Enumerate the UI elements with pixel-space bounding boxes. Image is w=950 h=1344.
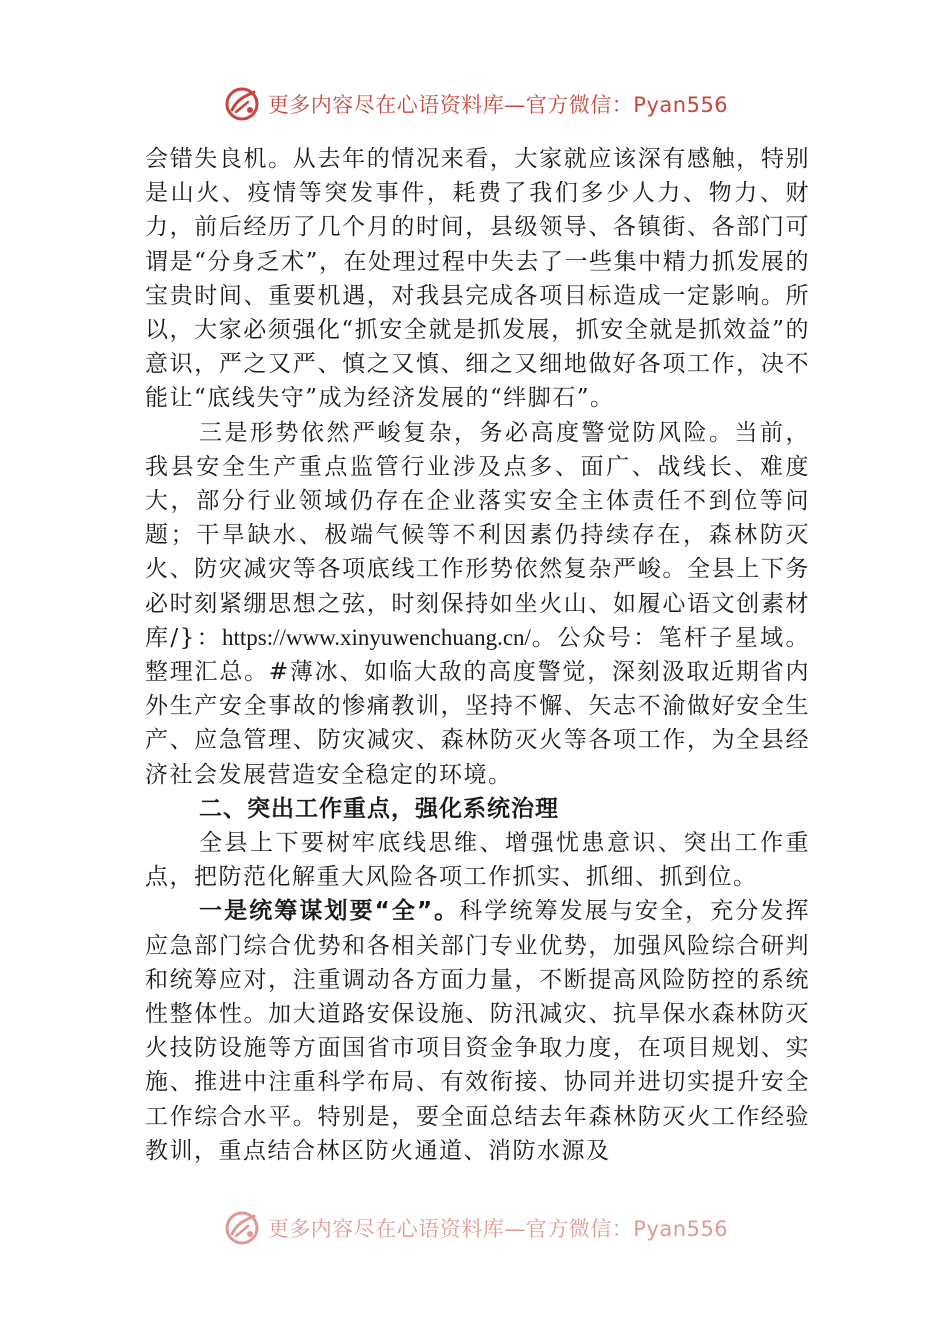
paragraph-4-body: 科学统筹发展与安全，充分发挥应急部门综合优势和各相关部门专业优势，加强风险综合研判和统筹应对，注重调动各方面力量，不断提高风险防控的系统性整体性。加大道路安保设施、防汛减灾、抗旱保水森林防灭火技防设施等方面国省市项目资金争取力度，在项目规划、实施、推进中注重科学布局、有效衔接、协同并进切实提升安全工作综合水平。特别是，要全面总结去年森林防灭火工作经验教训，重点结合林区防火通道、消防水源及 [145,898,811,1164]
section-heading-2: 二、突出工作重点，强化系统治理 [199,795,559,822]
watermark-text-bottom: 更多内容尽在心语资料库—官方微信：Pyan556 [267,1217,729,1241]
watermark-banner-bottom [0,1206,950,1250]
logo-icon [222,1208,262,1248]
logo-icon [222,84,262,124]
paragraph-3: 全县上下要树牢底线思维、增强忧患意识、突出工作重点，把防范化解重大风险各项工作抓实、抓细、抓到位。 [145,830,810,891]
paragraph-4 [145,894,810,1168]
watermark-banner-top [0,82,950,126]
paragraph-4-lead: 一是统筹谋划要“全”。 [199,898,460,925]
paragraph-2-text-b: 。公众号：笔杆子星域。整理汇总。#薄冰、如临大敌的高度警觉，深刻汲取近期省内外生产安全事故的惨痛教训，坚持不懈、矢志不渝做好安全生产、应急管理、防灾减灾、森林防灭火等各项工作，为全县经济社会发展营造安全稳定的环境。 [145,624,810,788]
paragraph-2 [145,416,810,792]
website-url: https://www.xinyuwenchuang.cn/ [221,624,531,650]
paragraph-1: 会错失良机。从去年的情况来看，大家就应该深有感触，特别是山火、疫情等突发事件，耗费了我们多少人力、物力、财力，前后经历了几个月的时间，县级领导、各镇街、各部门可谓是“分身乏术”，在处理过程中失去了一些集中精力抓发展的宝贵时间、重要机遇，对我县完成各项目标造成一定影响。所以，大家必须强化“抓安全就是抓发展，抓安全就是抓效益”的意识，严之又严、慎之又慎、细之又细地做好各项工作，决不能让“底线失守”成为经济发展的“绊脚石”。 [145,146,810,412]
paragraph-2-text-a: 三是形势依然严峻复杂，务必高度警觉防风险。当前，我县安全生产重点监管行业涉及点多、面广、战线长、难度大，部分行业领域仍存在企业落实安全主体责任不到位等问题；干旱缺水、极端气候等不利因素仍持续存在，森林防灭火、防灾减灾等各项底线工作形势依然复杂严峻。全县上下务必时刻紧绷思想之弦，时刻保持如坐火山、如履心语文创素材库/}： [145,419,810,651]
watermark-text-top: 更多内容尽在心语资料库—官方微信：Pyan556 [267,93,729,117]
document-body [145,142,810,1168]
